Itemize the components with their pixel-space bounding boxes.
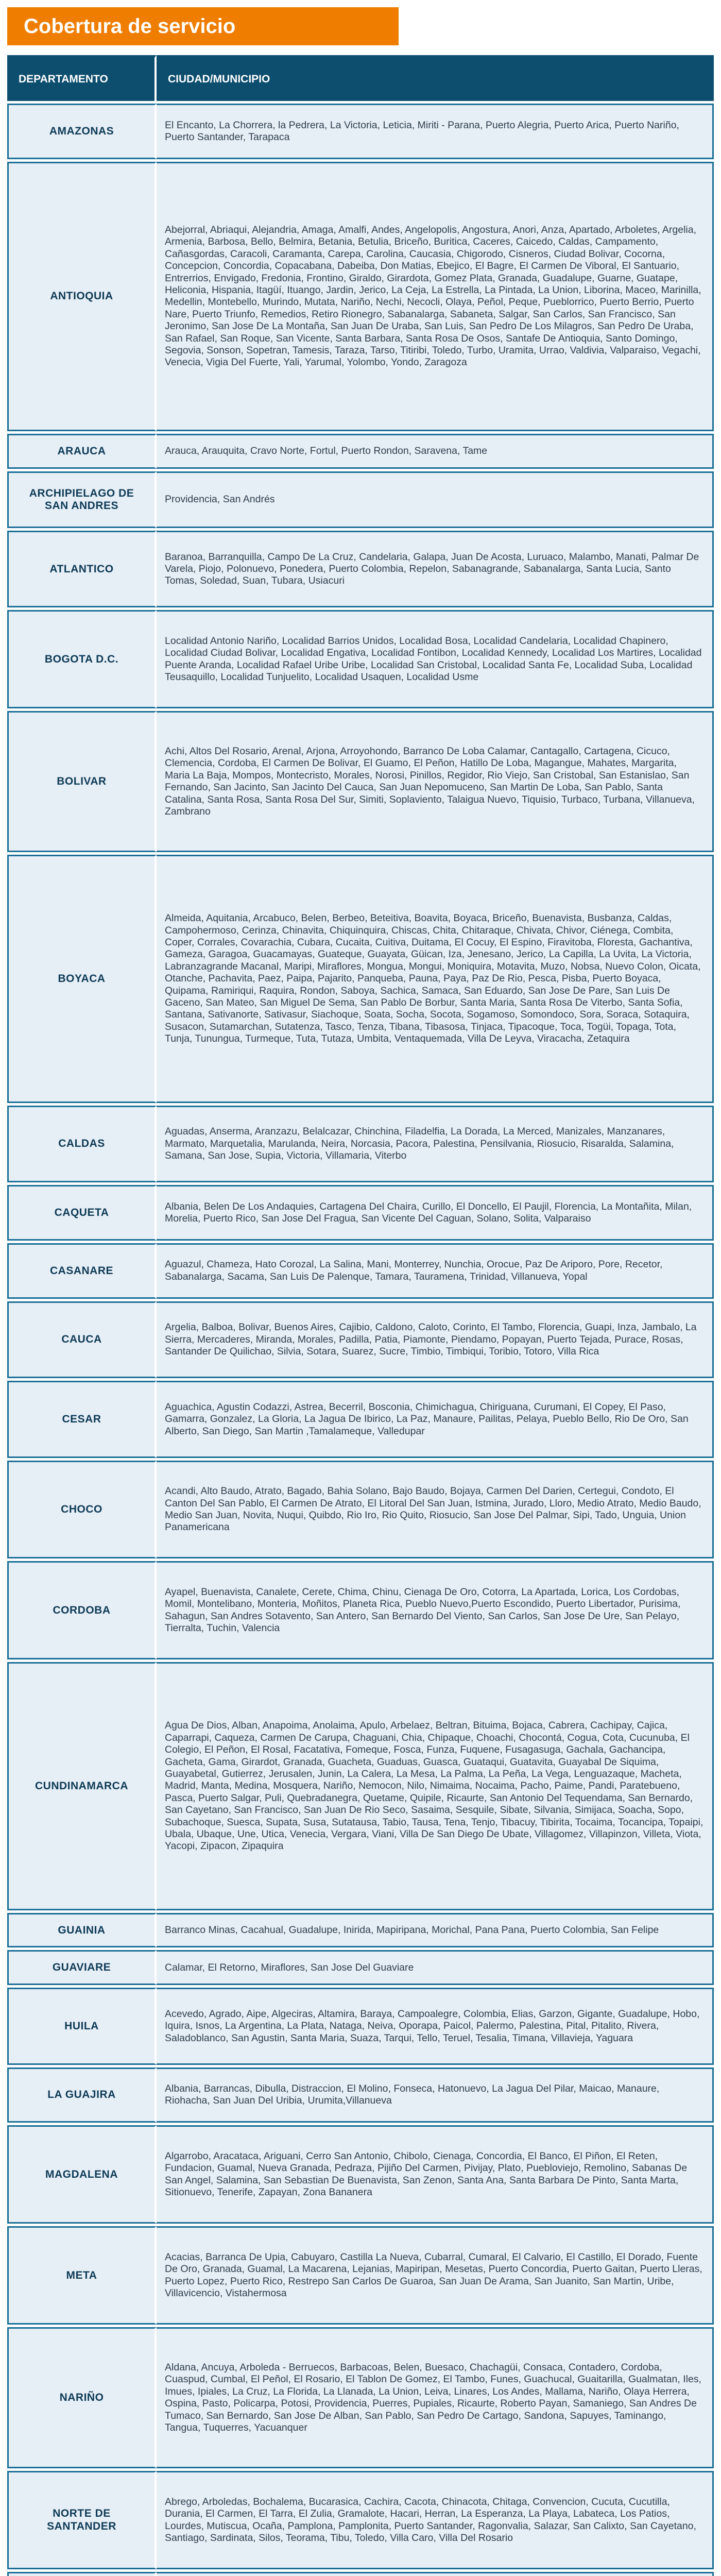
- cities-cell: Albania, Belen De Los Andaquies, Cartagena Del Chaira, Curillo, El Doncello, El Paujil, Florencia, La Montañita, Milan, Morelia, Puerto Rico, San Jose Del Fragua, San Vicente Del Caguan, Solano, Solita, Valparaiso: [157, 1185, 714, 1241]
- department-cell: BOGOTA D.C.: [7, 610, 157, 708]
- table-row: [7, 162, 714, 431]
- cities-cell: Acandi, Alto Baudo, Atrato, Bagado, Bahia Solano, Bajo Baudo, Bojaya, Carmen Del Darien, Certegui, Condoto, El Canton Del San Pablo, El Carmen De Atrato, El Litoral Del San Juan, Istmina, Jurado, Lloro, Medio Atrato, Medio Baudo, Medio San Juan, Novita, Nuqui, Quibdo, Rio Iro, Rio Quito, Riosucio, San Jose Del Palmar, Sipi, Tado, Unguia, Union Panamericana: [157, 1461, 714, 1559]
- cities-cell: Albania, Barrancas, Dibulla, Distraccion, El Molino, Fonseca, Hatonuevo, La Jagua Del Pilar, Maicao, Manaure, Riohacha, San Juan Del Uribia, Urumita,Villanueva: [157, 2067, 714, 2123]
- table-row: [7, 1243, 714, 1299]
- cities-cell: Aguazul, Chameza, Hato Corozal, La Salina, Mani, Monterrey, Nunchia, Orocue, Paz De Ariporo, Pore, Recetor, Sabanalarga, Sacama, San Luis De Palenque, Tamara, Tauramena, Trinidad, Villanueva, Yopal: [157, 1243, 714, 1299]
- cities-cell: Barranco Minas, Cacahual, Guadalupe, Inirida, Mapiripana, Morichal, Pana Pana, Puerto Colombia, San Felipe: [157, 1913, 714, 1948]
- department-cell: NARIÑO: [7, 2327, 157, 2468]
- cities-cell: Calamar, El Retorno, Miraflores, San Jose Del Guaviare: [157, 1950, 714, 1985]
- table-row: [7, 1381, 714, 1458]
- table-row: [7, 855, 714, 1103]
- department-cell: BOYACA: [7, 855, 157, 1103]
- department-cell: [7, 2572, 157, 2576]
- department-cell: ARAUCA: [7, 434, 157, 469]
- cities-cell: Acevedo, Agrado, Aipe, Algeciras, Altamira, Baraya, Campoalegre, Colombia, Elias, Garzon, Gigante, Guadalupe, Hobo, Iquira, Isnos, La Argentina, La Plata, Nataga, Neiva, Oporapa, Paicol, Palermo, Palestina, Pital, Pitalito, Rivera, Saladoblanco, San Agustin, Santa Maria, Suaza, Tarqui, Tello, Teruel, Tesalia, Timana, Villavieja, Yaguara: [157, 1988, 714, 2064]
- department-cell: ARCHIPIELAGO DE SAN ANDRES: [7, 471, 157, 529]
- cities-cell: [157, 2572, 714, 2576]
- table-row: [7, 2471, 714, 2569]
- table-row: [7, 1106, 714, 1182]
- department-cell: GUAINIA: [7, 1913, 157, 1948]
- table-header-row: [7, 55, 714, 101]
- table-row: [7, 1561, 714, 1659]
- table-row: [7, 1461, 714, 1559]
- cities-cell: El Encanto, La Chorrera, la Pedrera, La Victoria, Leticia, Miriti - Parana, Puerto Alegria, Puerto Arica, Puerto Nariño, Puerto Santander, Tarapaca: [157, 104, 714, 159]
- department-cell: NORTE DE SANTANDER: [7, 2471, 157, 2569]
- department-cell: CASANARE: [7, 1243, 157, 1299]
- department-cell: MAGDALENA: [7, 2125, 157, 2224]
- table-row: [7, 1950, 714, 1985]
- coverage-table: [7, 53, 714, 2576]
- table-row: [7, 610, 714, 708]
- table-row: [7, 2327, 714, 2468]
- cities-column-header: CIUDAD/MUNICIPIO: [157, 55, 714, 101]
- cities-cell: Localidad Antonio Nariño, Localidad Barrios Unidos, Localidad Bosa, Localidad Candelaria, Localidad Chapinero, Localidad Ciudad Bolivar, Localidad Engativa, Localidad Fontibon, Localidad Kennedy, Localidad Los Martires, Localidad Puente Aranda, Localidad Rafael Uribe Uribe, Localidad San Cristobal, Localidad Santa Fe, Localidad Suba, Localidad Teusaquillo, Localidad Tunjuelito, Localidad Usaquen, Localidad Usme: [157, 610, 714, 708]
- department-cell: CUNDINAMARCA: [7, 1662, 157, 1910]
- table-row: [7, 1301, 714, 1378]
- cities-cell: Providencia, San Andrés: [157, 471, 714, 529]
- department-cell: ATLANTICO: [7, 531, 157, 607]
- department-cell: AMAZONAS: [7, 104, 157, 159]
- table-row: [7, 2125, 714, 2224]
- table-body: [7, 104, 714, 2576]
- table-row: [7, 2572, 714, 2576]
- department-cell: CESAR: [7, 1381, 157, 1458]
- cities-cell: Abrego, Arboledas, Bochalema, Bucarasica, Cachira, Cacota, Chinacota, Chitaga, Convencion, Cucuta, Cucutilla, Durania, El Carmen, El Tarra, El Zulia, Gramalote, Hacari, Herran, La Esperanza, La Playa, Labateca, Los Patios, Lourdes, Mutiscua, Ocaña, Pamplona, Pamplonita, Puerto Santander, Ragonvalia, Salazar, San Calixto, San Cayetano, Santiago, Sardinata, Silos, Teorama, Tibu, Toledo, Villa Caro, Villa Del Rosario: [157, 2471, 714, 2569]
- department-cell: CAUCA: [7, 1301, 157, 1378]
- cities-cell: Arauca, Arauquita, Cravo Norte, Fortul, Puerto Rondon, Saravena, Tame: [157, 434, 714, 469]
- cities-cell: Almeida, Aquitania, Arcabuco, Belen, Berbeo, Beteitiva, Boavita, Boyaca, Briceño, Buenavista, Busbanza, Caldas, Campohermoso, Cerinza, Chinavita, Chiquinquira, Chiscas, Chita, Chitaraque, Chivata, Chivor, Ciénega, Combita, Coper, Corrales, Covarachia, Cubara, Cucaita, Cuitiva, Duitama, El Cocuy, El Espino, Firavitoba, Floresta, Gachantiva, Gameza, Garagoa, Guacamayas, Guateque, Guayata, Güican, Iza, Jenesano, Jerico, La Capilla, La Uvita, La Victoria, Labranzagrande Macanal, Maripi, Miraflores, Mongua, Mongui, Moniquira, Motavita, Muzo, Nobsa, Nuevo Colon, Oicata, Otanche, Pachavita, Paez, Paipa, Pajarito, Panqueba, Pauna, Paya, Paz De Rio, Pesca, Pisba, Puerto Boyaca, Quipama, Ramiriqui, Raquira, Rondon, Saboya, Sachica, Samaca, San Eduardo, San Jose De Pare, San Luis De Gaceno, San Mateo, San Miguel De Sema, San Pablo De Borbur, Santa Maria, Santa Rosa De Viterbo, Santa Sofia, Santana, Sativanorte, Sativasur, Siachoque, Soata, Socha, Socota, Sogamoso, Somondoco, Sora, Soraca, Sotaquira, Susacon, Sutamarchan, Sutatenza, Tasco, Tenza, Tibana, Tibasosa, Tinjaca, Tipacoque, Toca, Togüi, Topaga, Tota, Tunja, Tunungua, Turmeque, Tuta, Tutaza, Umbita, Ventaquemada, Villa De Leyva, Viracacha, Zetaquira: [157, 855, 714, 1103]
- cities-cell: Aldana, Ancuya, Arboleda - Berruecos, Barbacoas, Belen, Buesaco, Chachagüi, Consaca, Contadero, Cordoba, Cuaspud, Cumbal, El Peñol, El Rosario, El Tablon De Gomez, El Tambo, Funes, Guachucal, Guaitarilla, Gualmatan, Iles, Imues, Ipiales, La Cruz, La Florida, La Llanada, La Union, Leiva, Linares, Los Andes, Mallama, Nariño, Olaya Herrera, Ospina, Pasto, Policarpa, Potosi, Providencia, Puerres, Pupiales, Ricaurte, Roberto Payan, Samaniego, San Andres De Tumaco, San Bernardo, San Jose De Alban, San Pablo, San Pedro De Cartago, Sandona, Sapuyes, Taminango, Tangua, Tuquerres, Yacuanquer: [157, 2327, 714, 2468]
- table-row: [7, 434, 714, 469]
- table-row: [7, 1988, 714, 2064]
- table-row: [7, 1913, 714, 1948]
- cities-cell: Abejorral, Abriaqui, Alejandria, Amaga, Amalfi, Andes, Angelopolis, Angostura, Anori, Anza, Apartado, Arboletes, Argelia, Armenia, Barbosa, Bello, Belmira, Betania, Betulia, Briceño, Buritica, Caceres, Caicedo, Caldas, Campamento, Cañasgordas, Caracoli, Caramanta, Carepa, Carolina, Caucasia, Chigorodo, Cisneros, Ciudad Bolivar, Cocorna, Concepcion, Concordia, Copacabana, Dabeiba, Don Matias, Ebejico, El Bagre, El Carmen De Viboral, El Santuario, Entrerrios, Envigado, Fredonia, Frontino, Giraldo, Girardota, Gomez Plata, Granada, Guadalupe, Guarne, Guatape, Heliconia, Hispania, Itagüí, Ituango, Jardin, Jerico, La Ceja, La Estrella, La Pintada, La Union, Liborina, Maceo, Marinilla, Medellin, Montebello, Murindo, Mutata, Nariño, Nechi, Necocli, Olaya, Peñol, Peque, Pueblorrico, Puerto Berrio, Puerto Nare, Puerto Triunfo, Remedios, Retiro Rionegro, Sabanalarga, Sabaneta, Salgar, San Carlos, San Francisco, San Jeronimo, San Jose De La Montaña, San Juan De Uraba, San Luis, San Pedro De Los Milagros, San Pedro De Uraba, San Rafael, San Roque, San Vicente, Santa Barbara, Santa Rosa De Osos, Santafe De Antioquia, Santo Domingo, Segovia, Sonson, Sopetran, Tamesis, Taraza, Tarso, Titiribi, Toledo, Turbo, Uramita, Urrao, Valdivia, Valparaiso, Vegachi, Venecia, Vigia Del Fuerte, Yali, Yarumal, Yolombo, Yondo, Zaragoza: [157, 162, 714, 431]
- table-row: [7, 104, 714, 159]
- department-cell: CHOCO: [7, 1461, 157, 1559]
- department-cell: GUAVIARE: [7, 1950, 157, 1985]
- cities-cell: Aguachica, Agustin Codazzi, Astrea, Becerril, Bosconia, Chimichagua, Chiriguana, Curumani, El Copey, El Paso, Gamarra, Gonzalez, La Gloria, La Jagua De Ibirico, La Paz, Manaure, Pailitas, Pelaya, Pueblo Bello, Rio De Oro, San Alberto, San Diego, San Martin ,Tamalameque, Valledupar: [157, 1381, 714, 1458]
- table-row: [7, 531, 714, 607]
- table-row: [7, 1185, 714, 1241]
- department-cell: META: [7, 2226, 157, 2325]
- table-row: [7, 1662, 714, 1910]
- cities-cell: Argelia, Balboa, Bolivar, Buenos Aires, Cajibio, Caldono, Caloto, Corinto, El Tambo, Florencia, Guapi, Inza, Jambalo, La Sierra, Mercaderes, Miranda, Morales, Padilla, Patia, Piamonte, Piendamo, Popayan, Puerto Tejada, Purace, Rosas, Santander De Quilichao, Silvia, Sotara, Suarez, Sucre, Timbio, Timbiqui, Toribio, Totoro, Villa Rica: [157, 1301, 714, 1378]
- cities-cell: Algarrobo, Aracataca, Ariguani, Cerro San Antonio, Chibolo, Cienaga, Concordia, El Banco, El Piñon, El Reten, Fundacion, Guamal, Nueva Granada, Pedraza, Pijiño Del Carmen, Pivijay, Plato, Puebloviejo, Remolino, Sabanas De San Angel, Salamina, San Sebastian De Buenavista, San Zenon, Santa Ana, Santa Barbara De Pinto, Santa Marta, Sitionuevo, Tenerife, Zapayan, Zona Bananera: [157, 2125, 714, 2224]
- cities-cell: Aguadas, Anserma, Aranzazu, Belalcazar, Chinchina, Filadelfia, La Dorada, La Merced, Manizales, Manzanares, Marmato, Marquetalia, Marulanda, Neira, Norcasia, Pacora, Palestina, Pensilvania, Riosucio, Risaralda, Salamina, Samana, San Jose, Supia, Victoria, Villamaria, Viterbo: [157, 1106, 714, 1182]
- department-cell: BOLIVAR: [7, 711, 157, 852]
- department-cell: LA GUAJIRA: [7, 2067, 157, 2123]
- cities-cell: Achi, Altos Del Rosario, Arenal, Arjona, Arroyohondo, Barranco De Loba Calamar, Cantagallo, Cartagena, Cicuco, Clemencia, Cordoba, El Carmen De Bolivar, El Guamo, El Peñon, Hatillo De Loba, Magangue, Mahates, Margarita, Maria La Baja, Mompos, Montecristo, Morales, Norosi, Pinillos, Regidor, Rio Viejo, San Cristobal, San Estanislao, San Fernando, San Jacinto, San Jacinto Del Cauca, San Juan Nepomuceno, San Martin De Loba, San Pablo, Santa Catalina, Santa Rosa, Santa Rosa Del Sur, Simiti, Soplaviento, Talaigua Nuevo, Tiquisio, Turbaco, Turbana, Villanueva, Zambrano: [157, 711, 714, 852]
- table-row: [7, 711, 714, 852]
- table-row: [7, 471, 714, 529]
- table-row: [7, 2226, 714, 2325]
- cities-cell: Acacias, Barranca De Upia, Cabuyaro, Castilla La Nueva, Cubarral, Cumaral, El Calvario, El Castillo, El Dorado, Fuente De Oro, Granada, Guamal, La Macarena, Lejanias, Mapiripan, Mesetas, Puerto Concordia, Puerto Gaitan, Puerto Lleras, Puerto Lopez, Puerto Rico, Restrepo San Carlos De Guaroa, San Juan De Arama, San Juanito, San Martin, Uribe, Villavicencio, Vistahermosa: [157, 2226, 714, 2325]
- coverage-table-wrap: [7, 53, 714, 2576]
- page-title: Cobertura de servicio: [7, 7, 399, 45]
- department-cell: CALDAS: [7, 1106, 157, 1182]
- cities-cell: Ayapel, Buenavista, Canalete, Cerete, Chima, Chinu, Cienaga De Oro, Cotorra, La Apartada, Lorica, Los Cordobas, Momil, Montelibano, Monteria, Moñitos, Planeta Rica, Pueblo Nuevo,Puerto Escondido, Puerto Libertador, Purisima, Sahagun, San Andres Sotavento, San Antero, San Bernardo Del Viento, San Carlos, San Jose De Ure, San Pelayo, Tierralta, Tuchin, Valencia: [157, 1561, 714, 1659]
- department-cell: ANTIOQUIA: [7, 162, 157, 431]
- department-cell: CORDOBA: [7, 1561, 157, 1659]
- department-cell: CAQUETA: [7, 1185, 157, 1241]
- cities-cell: Agua De Dios, Alban, Anapoima, Anolaima, Apulo, Arbelaez, Beltran, Bituima, Bojaca, Cabrera, Cachipay, Cajica, Caparrapi, Caqueza, Carmen De Carupa, Chaguani, Chia, Chipaque, Choachi, Chocontá, Cogua, Cota, Cucunuba, El Colegio, El Peñon, El Rosal, Facatativa, Fomeque, Fosca, Funza, Fuquene, Fusagasuga, Gachala, Gachancipa, Gacheta, Gama, Girardot, Granada, Guacheta, Guaduas, Guasca, Guataqui, Guatavita, Guayabal De Siquima, Guayabetal, Gutierrez, Jerusalen, Junin, La Calera, La Mesa, La Palma, La Peña, La Vega, Lenguazaque, Macheta, Madrid, Manta, Medina, Mosquera, Nariño, Nemocon, Nilo, Nimaima, Nocaima, Pacho, Paime, Pandi, Paratebueno, Pasca, Puerto Salgar, Puli, Quebradanegra, Quetame, Quipile, Ricaurte, San Antonio Del Tequendama, San Bernardo, San Cayetano, San Francisco, San Juan De Rio Seco, Sasaima, Sesquile, Sibate, Silvania, Simijaca, Soacha, Sopo, Subachoque, Suesca, Supata, Susa, Sutatausa, Tabio, Tausa, Tena, Tenjo, Tibacuy, Tibirita, Tocaima, Tocancipa, Topaipi, Ubala, Ubaque, Une, Utica, Venecia, Vergara, Viani, Villa De San Diego De Ubate, Villagomez, Villapinzon, Villeta, Viota, Yacopi, Zipacon, Zipaquira: [157, 1662, 714, 1910]
- table-row: [7, 2067, 714, 2123]
- department-column-header: DEPARTAMENTO: [7, 55, 157, 101]
- department-cell: HUILA: [7, 1988, 157, 2064]
- cities-cell: Baranoa, Barranquilla, Campo De La Cruz, Candelaria, Galapa, Juan De Acosta, Luruaco, Malambo, Manati, Palmar De Varela, Piojo, Polonuevo, Ponedera, Puerto Colombia, Repelon, Sabanagrande, Sabanalarga, Santa Lucia, Santo Tomas, Soledad, Suan, Tubara, Usiacuri: [157, 531, 714, 607]
